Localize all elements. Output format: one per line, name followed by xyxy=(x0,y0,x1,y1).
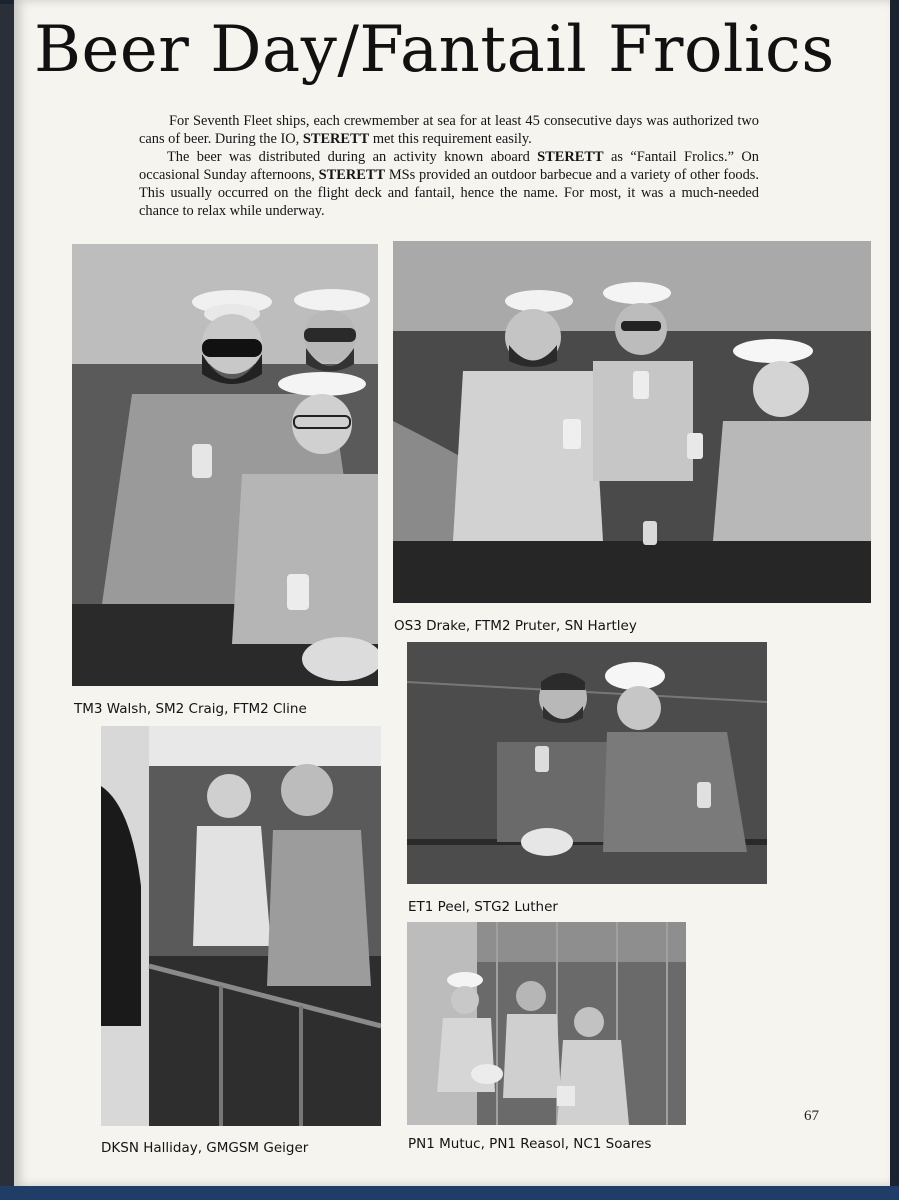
ship-name: STERETT xyxy=(302,131,370,147)
ship-name: STERETT xyxy=(318,167,386,183)
ship-name: STERETT xyxy=(537,149,604,165)
caption-photo-1: TM3 Walsh, SM2 Craig, FTM2 Cline xyxy=(74,701,307,717)
page-number: 67 xyxy=(804,1108,819,1124)
photo-drake-pruter-hartley xyxy=(393,241,871,603)
caption-photo-3: ET1 Peel, STG2 Luther xyxy=(408,899,558,915)
photo-walsh-craig-cline xyxy=(72,244,378,686)
photo-halliday-geiger xyxy=(101,726,381,1126)
spine-band xyxy=(0,1186,899,1200)
intro-paragraph-1: For Seventh Fleet ships, each crewmember at sea for at least 45 consecutive days was authorized two cans of beer. During the IO, STERETT met this requirement easily. xyxy=(139,113,759,147)
caption-photo-2: OS3 Drake, FTM2 Pruter, SN Hartley xyxy=(394,618,637,634)
photo-peel-luther xyxy=(407,642,767,884)
photo-mutuc-reasol-soares xyxy=(407,922,686,1125)
intro-text xyxy=(139,112,759,220)
page-title: Beer Day/Fantail Frolics xyxy=(34,13,835,87)
binding-edge xyxy=(0,0,14,1200)
caption-photo-4: DKSN Halliday, GMGSM Geiger xyxy=(101,1140,309,1156)
caption-photo-5: PN1 Mutuc, PN1 Reasol, NC1 Soares xyxy=(408,1136,652,1152)
intro-paragraph-2: The beer was distributed during an activity known aboard STERETT as “Fantail Frolics.” On occasional Sunday afternoons, STERETT MSs provided an outdoor barbecue and a variety of other foods. This usually occurred on the flight deck and fantail, hence the name. For most, it was a much-needed chance to relax while underway. xyxy=(139,149,759,219)
